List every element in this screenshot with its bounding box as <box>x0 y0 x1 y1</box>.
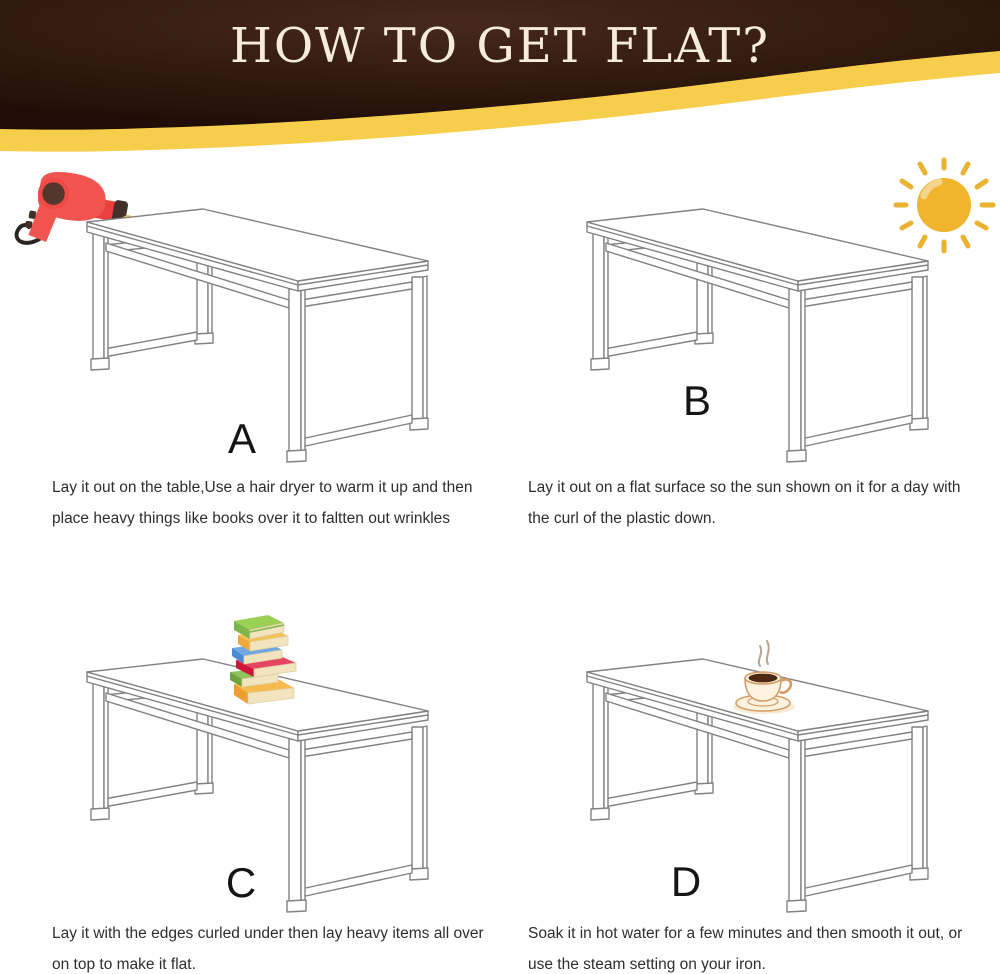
coffee-cup-icon <box>723 636 803 722</box>
method-letter: D <box>670 858 702 905</box>
method-caption <box>528 918 962 974</box>
caption-line: Lay it with the edges curled under then lay heavy items all over <box>52 925 484 942</box>
caption-line: Lay it out on a flat surface so the sun shown on it for a day with <box>528 479 961 496</box>
cup-handle <box>780 679 791 692</box>
page-title: HOW TO GET FLAT? <box>229 18 771 74</box>
books-stack-icon <box>220 600 302 718</box>
method-caption <box>52 472 472 534</box>
caption-line: Soak it in hot water for a few minutes and then smooth it out, or <box>528 925 963 942</box>
caption-line: Lay it out on the table,Use a hair dryer to warm it up and then <box>52 479 473 496</box>
caption-line: the curl of the plastic down. <box>528 510 716 527</box>
method-letter: C <box>225 859 257 906</box>
section-c <box>0 610 500 974</box>
caption-line: place heavy things like books over it to faltten out wrinkles <box>52 510 451 527</box>
section-b <box>500 160 1000 560</box>
method-caption <box>528 472 961 534</box>
section-d <box>500 610 1000 974</box>
steam <box>759 641 769 666</box>
method-letter: A <box>227 415 256 462</box>
table-illustration <box>560 190 960 480</box>
caption-line: on top to make it flat. <box>52 956 196 973</box>
section-a <box>0 160 500 560</box>
method-letter: B <box>682 377 711 424</box>
caption-line: use the steam setting on your iron. <box>528 956 766 973</box>
method-caption <box>52 918 484 974</box>
coffee <box>749 674 778 683</box>
